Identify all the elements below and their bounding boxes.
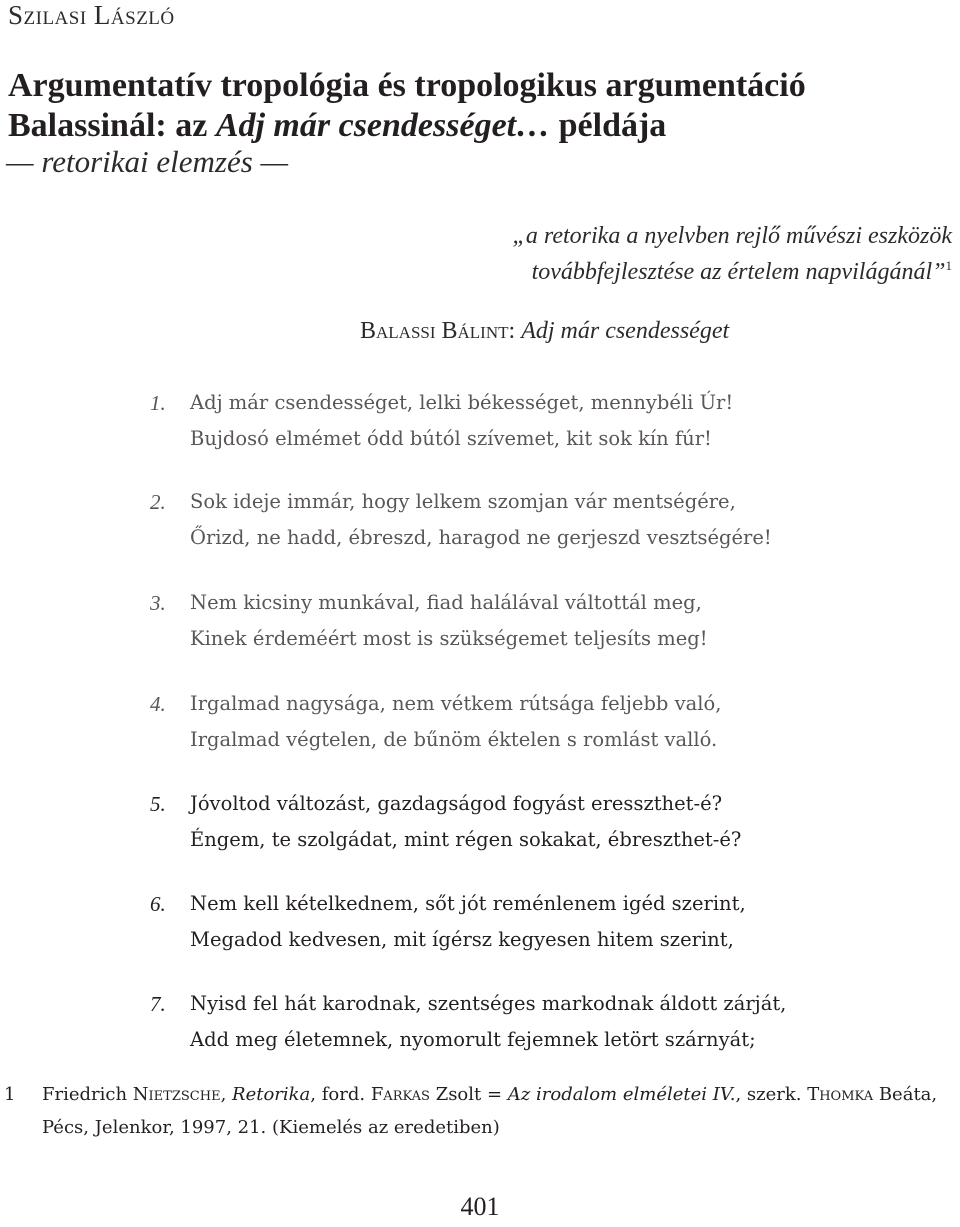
stanza-number: 6. <box>150 892 166 916</box>
stanza <box>150 686 721 758</box>
footnote-editor-name: Thomka <box>807 1084 874 1105</box>
stanza-number: 1. <box>150 391 166 415</box>
verse-line: Bujdosó elmémet ódd bútól szívemet, kit sok kín fúr! <box>190 427 712 450</box>
verse-line: Adj már csendességet, lelki békességet, mennybéli Úr! <box>190 391 734 414</box>
stanza <box>150 786 741 858</box>
stanza <box>150 385 733 457</box>
verse-line: Irgalmad végtelen, de bűnöm éktelen s romlást valló. <box>190 728 718 751</box>
footnote-translator-name: Farkas <box>370 1084 430 1105</box>
verse-line: Jóvoltod változást, gazdagságod fogyást eresszthet-é? <box>190 792 723 815</box>
verse-line: Megadod kedvesen, mit ígérsz kegyesen hitem szerint, <box>190 928 734 951</box>
stanza <box>150 484 772 556</box>
stanza <box>150 986 786 1058</box>
title-poem-reference: Adj már csendességet… <box>215 107 551 144</box>
poem-heading <box>360 318 729 345</box>
footnote-segment: Zsolt = <box>429 1084 508 1105</box>
motto-line-1: „a retorika a nyelvben rejlő művészi eszközök <box>512 223 952 249</box>
verse-line: Éngem, te szolgádat, mint régen sokakat, ébreszthet-é? <box>190 828 742 851</box>
title-line-2-suffix: példája <box>550 107 667 144</box>
footnote-segment: , ford. <box>310 1084 371 1105</box>
page-number: 401 <box>460 1192 500 1221</box>
stanza-number: 2. <box>150 490 166 514</box>
stanza-number: 5. <box>150 792 166 816</box>
verse-line: Nem kicsiny munkával, fiad halálával váltottál meg, <box>190 591 702 614</box>
motto-line-2 <box>513 254 952 290</box>
title-line-2 <box>8 106 958 146</box>
motto-line-2-text: továbbfejlesztése az értelem napvilágánál” <box>531 259 946 285</box>
running-header-author: Szilasi László <box>8 0 175 30</box>
footnote <box>4 1078 956 1144</box>
title-line-2-prefix: Balassinál: az <box>8 107 216 144</box>
title-line-1: Argumentatív tropológia és tropologikus argumentáció <box>8 67 806 104</box>
verse-line: Sok ideje immár, hogy lelkem szomjan vár mentségére, <box>190 490 736 513</box>
article-title <box>8 66 958 146</box>
footnote-book-title: Az irodalom elméletei IV. <box>507 1084 736 1105</box>
motto-quote <box>513 218 952 290</box>
poem-title: Adj már csendességet <box>521 318 730 344</box>
footnote-reference[interactable]: 1 <box>945 258 952 273</box>
footnote-segment: , szerk. <box>735 1084 808 1105</box>
verse-line: Kinek érdeméért most is szükségemet teljesíts meg! <box>190 627 708 650</box>
verse-line: Nem kell kételkednem, sőt jót reménlenem igéd szerint, <box>190 892 746 915</box>
stanza-number: 7. <box>150 992 166 1016</box>
stanza <box>150 886 746 958</box>
footnote-number: 1 <box>4 1084 16 1105</box>
footnote-text <box>42 1078 956 1144</box>
poem-author: Balassi Bálint <box>360 318 509 344</box>
footnote-work-title: Retorika <box>232 1084 311 1105</box>
poem-heading-separator: : <box>508 318 516 344</box>
verse-line: Add meg életemnek, nyomorult fejemnek letört szárnyát; <box>190 1028 756 1051</box>
verse-line: Nyisd fel hát karodnak, szentséges markodnak áldott zárját, <box>190 992 787 1015</box>
footnote-segment: , <box>220 1084 233 1105</box>
stanza-number: 4. <box>150 692 166 716</box>
footnote-segment: Friedrich <box>42 1084 133 1105</box>
stanza <box>150 585 708 657</box>
verse-line: Irgalmad nagysága, nem vétkem rútsága feljebb való, <box>190 692 722 715</box>
verse-line: Őrizd, ne hadd, ébreszd, haragod ne gerjeszd vesztségére! <box>190 526 772 549</box>
stanza-number: 3. <box>150 591 166 615</box>
footnote-author-name: Nietzsche <box>132 1084 221 1105</box>
article-subtitle: — retorikai elemzés — <box>6 144 289 179</box>
footnote-segment: Beáta, Pécs, Jelenkor, 1997, 21. (Kiemelés az eredetiben) <box>42 1084 938 1138</box>
